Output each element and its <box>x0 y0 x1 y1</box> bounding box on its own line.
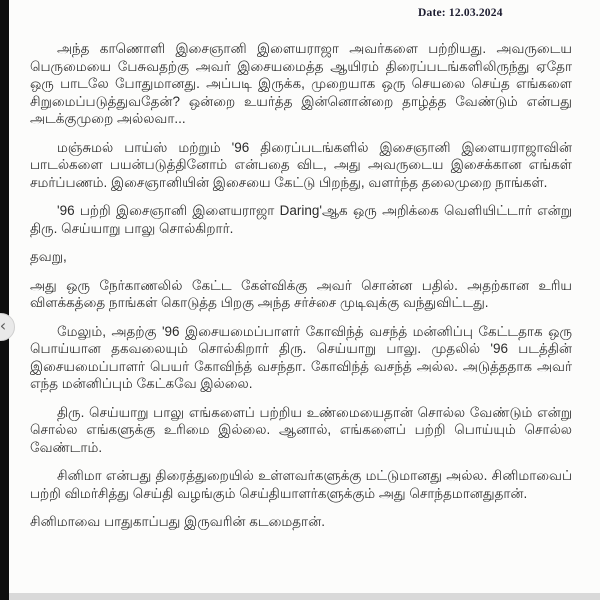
photo-bottom-edge <box>0 593 600 600</box>
photo-left-border <box>0 0 9 600</box>
paragraph-wrong: தவறு, <box>30 249 67 264</box>
paragraph-96-daring-statement-claim: '96 பற்றி இசைஞானி இளையராஜா Daring'ஆக ஒரு அறிக்கை வெளியிட்டார் என்று திரு. செய்யாறு பாலு சொல்கிறார். <box>30 203 572 236</box>
paragraph-govind-vasantha-false-claim: மேலும், அதற்கு '96 இசையமைப்பாளர் கோவிந்த் வசந்த் மன்னிப்பு கேட்டதாக ஒரு பொய்யான தகவலையும் சொல்கிறார் திரு. செய்யாறு பாலு. முதலில் '96 படத்தின் இசையமைப்பாளர் பெயர் கோவிந்த் வசந்தா. கோவிந்த் வசந்த் அல்ல. அடுத்ததாக அவர் எந்த மன்னிப்பும் கேட்கவே இல்லை. <box>30 323 572 391</box>
paragraph-truth-not-lies: திரு. செய்யாறு பாலு எங்களைப் பற்றிய உண்மையைதான் சொல்ல வேண்டும் என்று சொல்ல எங்களுக்கு உரிமை இல்லை. ஆனால், எங்களைப் பற்றி பொய்யும் சொல்ல வேண்டாம். <box>30 404 572 455</box>
paragraph-manjummel-boys-96-tribute: மஞ்சுமல் பாய்ஸ் மற்றும் '96 திரைப்படங்களில் இசைஞானி இளையராஜாவின் பாடல்களை பயன்படுத்தினோம் என்பதை விட, அது அவருடைய இசைக்கான எங்கள் சமர்ப்பணம். இசைஞானியின் இசையை கேட்டு பிறந்து, வளர்ந்த தலைமுறை நாங்கள். <box>30 139 572 190</box>
letter-body <box>30 40 572 542</box>
paragraph-interview-answer: அது ஒரு நேர்காணலில் கேட்ட கேள்விக்கு அவர் சொன்ன பதில். அதற்கான உரிய விளக்கத்தை நாங்கள் கொடுத்த பிறகு அந்த சர்ச்சை முடிவுக்கு வந்துவிட்டது. <box>30 277 572 310</box>
date-label: Date: 12.03.2024 <box>418 7 503 19</box>
paragraph-video-about-ilaiyaraaja: அந்த காணொளி இசைஞானி இளையராஜா அவர்களை பற்றியது. அவருடைய பெருமையை பேசுவதற்கு அவர் இசையமைத்த ஆயிரம் திரைப்படங்களிலிருந்து ஏதோ ஒரு பாடலே போதுமானது. அப்படி இருக்க, முறையாக ஒரு செயலை செய்த எங்களை சிறுமைப்படுத்துவதேன்? ஒன்றை உயர்த்த இன்னொன்றை தாழ்த்த வேண்டும் என்பது அடக்குமுறை அல்லவா... <box>30 41 572 126</box>
previous-image-button[interactable] <box>0 313 15 341</box>
paragraph-protecting-cinema-duty: சினிமாவை பாதுகாப்பது இருவரின் கடமைதான். <box>30 514 325 529</box>
paragraph-cinema-belongs-to-journalists: சினிமா என்பது திரைத்துறையில் உள்ளவர்களுக்கு மட்டுமானது அல்ல. சினிமாவைப் பற்றி விமர்சித்து செய்தி வழங்கும் செய்தியாளர்களுக்கும் அது சொந்தமானதுதான். <box>30 468 572 501</box>
chevron-left-icon: ‹ <box>0 316 7 335</box>
